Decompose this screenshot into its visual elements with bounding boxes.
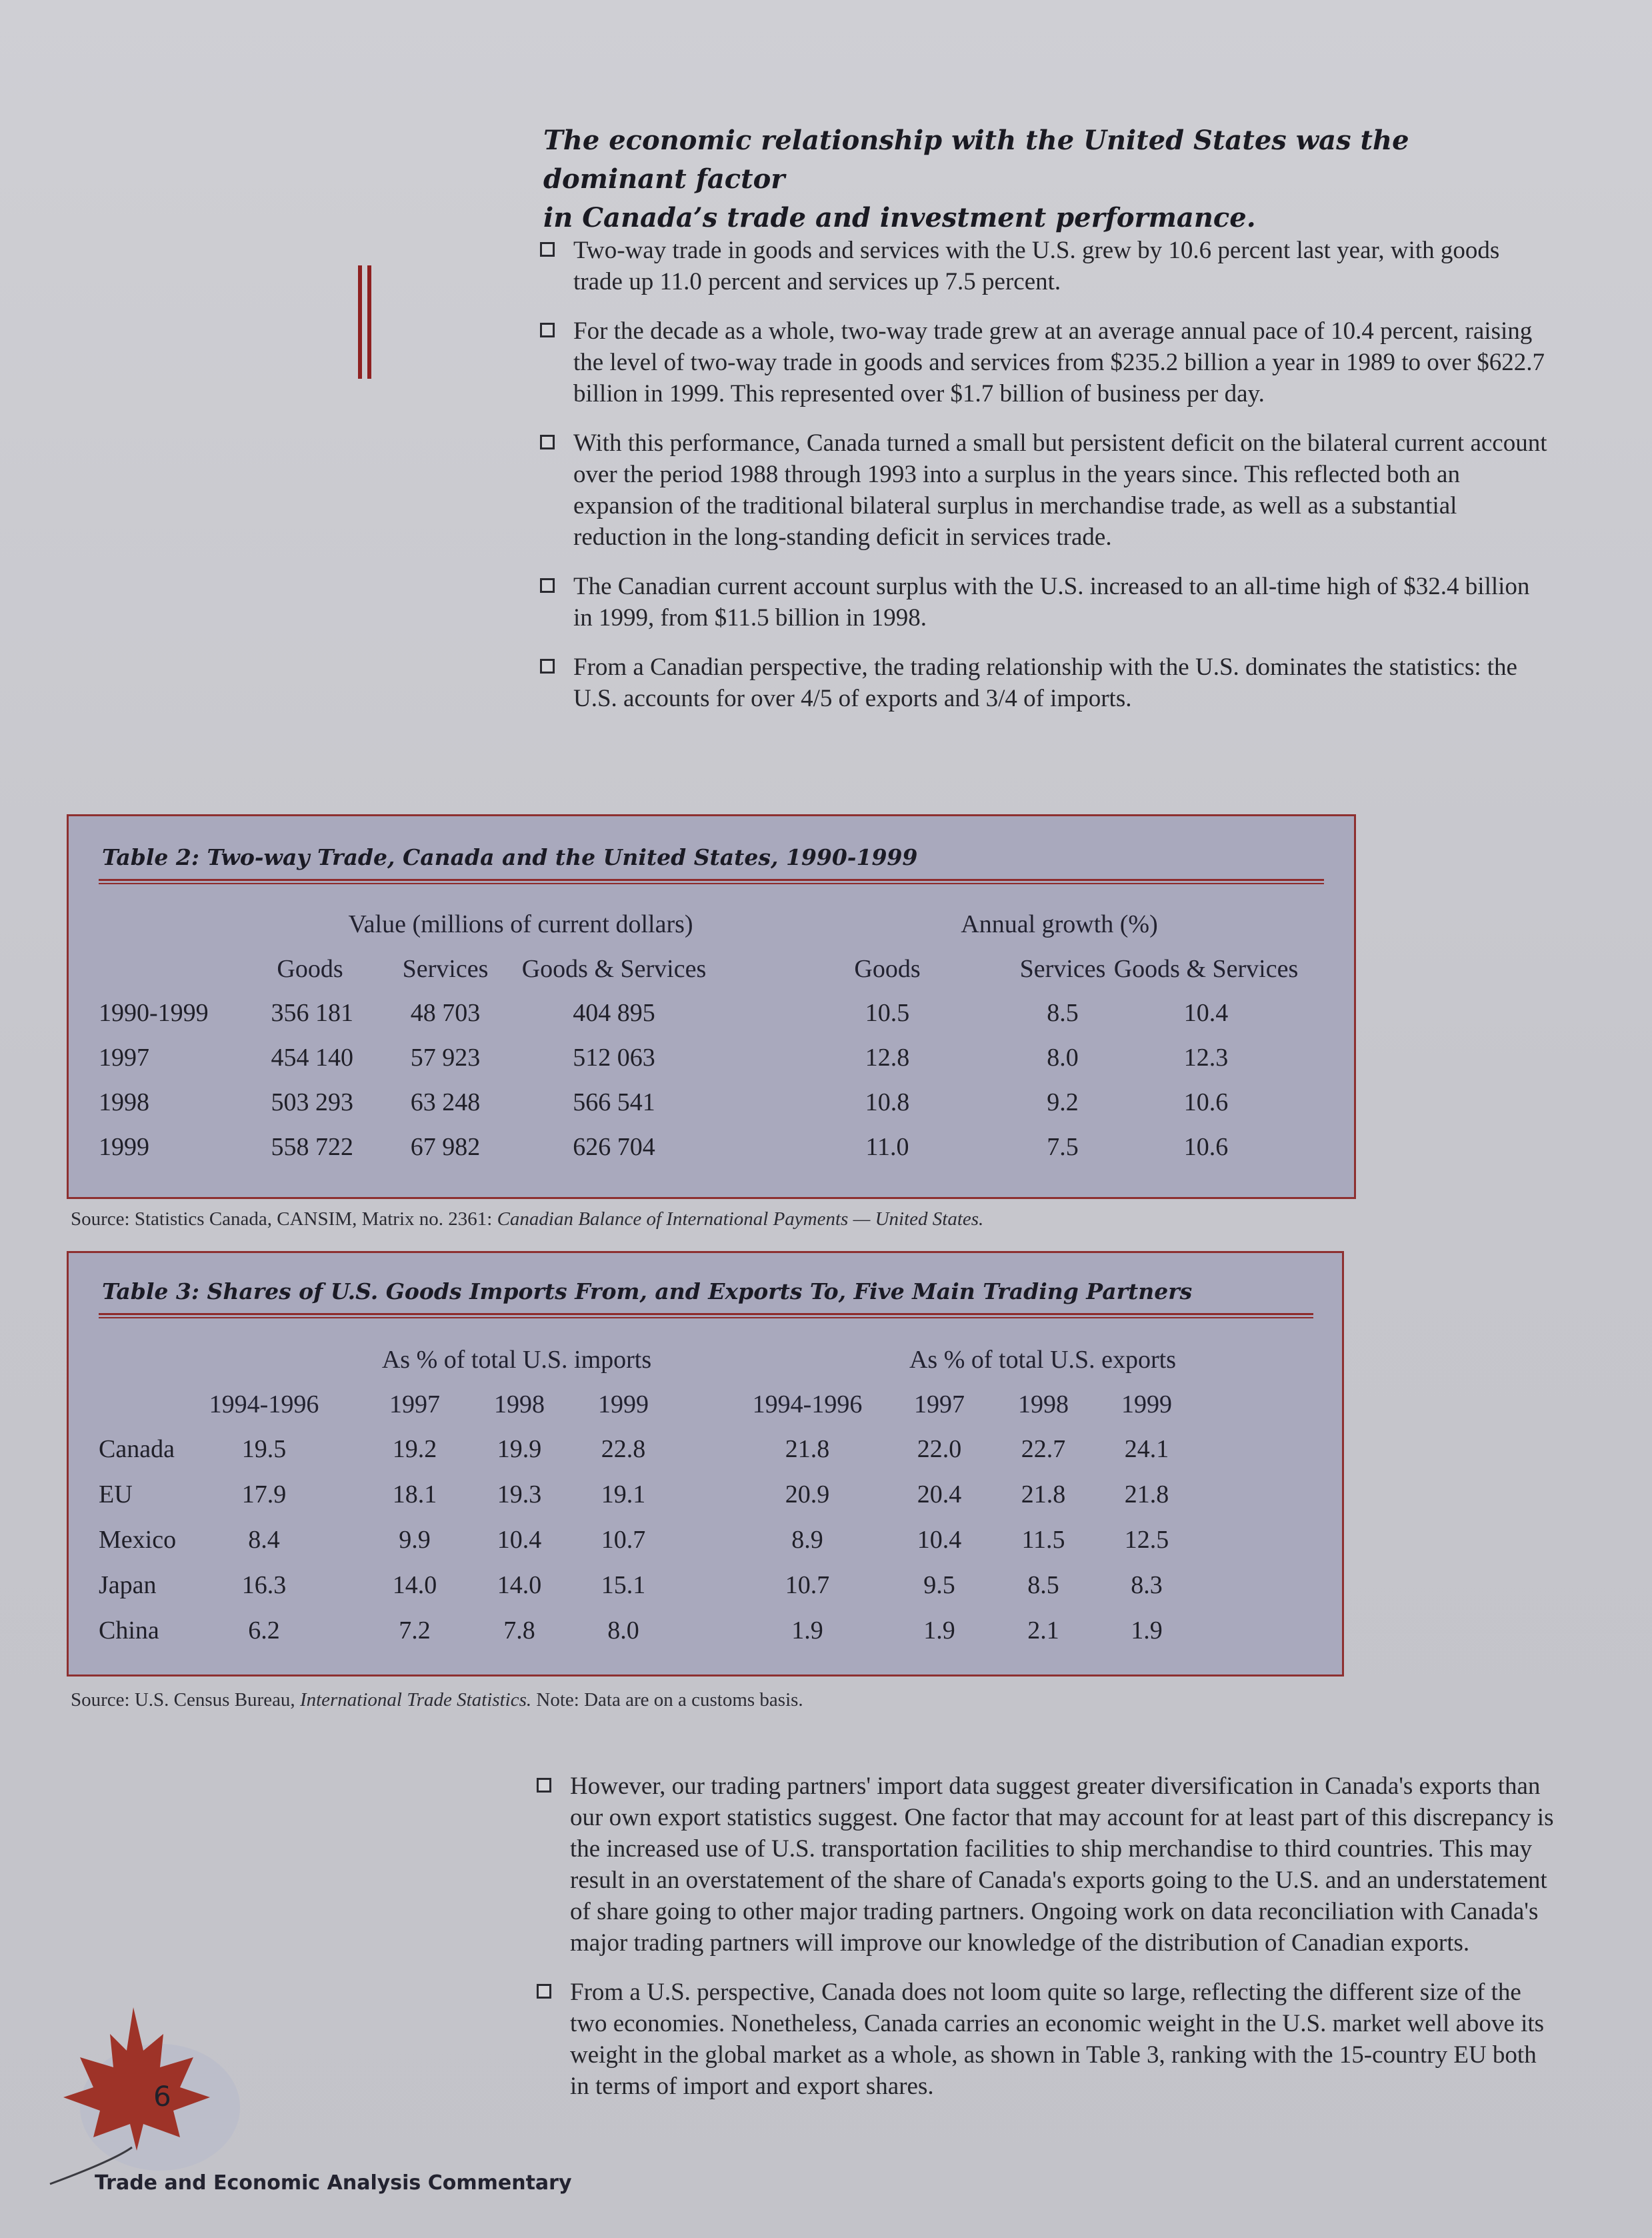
table-3-cell: 22.8 — [601, 1435, 646, 1463]
table-2-cell: 626 704 — [573, 1133, 655, 1161]
table-3-cell: 14.0 — [497, 1571, 542, 1599]
table-2-title-rule — [99, 879, 1324, 884]
table-3-cell: 10.7 — [785, 1571, 830, 1599]
table-3-cell: 19.3 — [497, 1480, 542, 1508]
table-3-cell: 9.9 — [399, 1526, 431, 1554]
table-2-cell: 10.6 — [1183, 1133, 1229, 1161]
table-3-cell: 1.9 — [923, 1616, 955, 1644]
table-2-row-label: 1998 — [99, 1088, 149, 1116]
table-3-row-label: Canada — [99, 1435, 175, 1463]
table-3-col-header: 1998 — [494, 1390, 545, 1418]
table-2-col-header: Goods — [854, 955, 921, 983]
table-3-cell: 21.8 — [785, 1435, 830, 1463]
table-3-cell: 19.1 — [601, 1480, 646, 1508]
table-3-cell: 2.1 — [1027, 1616, 1059, 1644]
table-2-cell: 10.5 — [865, 999, 910, 1027]
table-2-group-value: Value (millions of current dollars) — [348, 910, 693, 938]
table-3-cell: 1.9 — [791, 1616, 823, 1644]
table-2-cell: 12.8 — [865, 1044, 910, 1072]
table-2-cell: 558 722 — [271, 1133, 353, 1161]
table-2-col-header: Goods & Services — [1113, 955, 1299, 983]
table-2-source — [71, 1208, 983, 1230]
top-bullet-list — [540, 235, 1553, 732]
table-3-row-label: China — [99, 1616, 159, 1644]
table-3-cell: 7.2 — [399, 1616, 431, 1644]
table-2-col-header: Goods & Services — [521, 955, 707, 983]
table-2-cell: 10.8 — [865, 1088, 910, 1116]
table-2-cell: 404 895 — [573, 999, 655, 1027]
maple-leaf-icon — [27, 1994, 240, 2187]
table-2-cell: 12.3 — [1183, 1044, 1229, 1072]
table-3-cell: 10.7 — [601, 1526, 646, 1554]
bullet-text: For the decade as a whole, two-way trade grew at an average annual pace of 10.4 percent, raising the level of two-way trade in goods and services from $235.2 billion a year in 1989 to over $622.7 billion in 1999. This represented over $1.7 billion of business per day. — [573, 317, 1545, 407]
bullet-item — [540, 427, 1553, 553]
publication-name: Trade and Economic Analysis Commentary — [95, 2171, 572, 2195]
table-3-source — [71, 1689, 803, 1711]
bullet-item — [540, 652, 1553, 714]
table-3-cell: 19.9 — [497, 1435, 542, 1463]
table-3-cell: 9.5 — [923, 1571, 955, 1599]
checkbox-bullet-icon — [540, 435, 555, 449]
table-3-source-title: International Trade Statistics. — [299, 1689, 532, 1711]
table-2-col-header: Goods — [277, 955, 343, 983]
table-3-cell: 21.8 — [1021, 1480, 1066, 1508]
checkbox-bullet-icon — [537, 1984, 551, 1999]
page-number: 6 — [153, 2080, 171, 2113]
bullet-item — [540, 315, 1553, 409]
checkbox-bullet-icon — [540, 242, 555, 257]
bullet-text: From a U.S. perspective, Canada does not loom quite so large, reflecting the different size of the two economies. Nonetheless, Canada carries an economic weight in the U.S. market well above its weight in the global market as a whole, as shown in Table 3, ranking with the 15-country EU both in terms of import and export shares. — [570, 1979, 1545, 2100]
table-3-cell: 18.1 — [392, 1480, 437, 1508]
table-3-cell: 8.9 — [791, 1526, 823, 1554]
table-3-cell: 24.1 — [1124, 1435, 1169, 1463]
table-3-cell: 15.1 — [601, 1571, 646, 1599]
table-3-group-imports: As % of total U.S. imports — [381, 1346, 652, 1374]
checkbox-bullet-icon — [540, 578, 555, 593]
table-3-cell: 20.4 — [917, 1480, 962, 1508]
table-3-col-header: 1998 — [1018, 1390, 1069, 1418]
table-3-cell: 22.7 — [1021, 1435, 1066, 1463]
table-3-col-header: 1994-1996 — [209, 1390, 319, 1418]
bullet-text: Two-way trade in goods and services with the U.S. grew by 10.6 percent last year, with goods trade up 11.0 percent and services up 7.5 percent. — [573, 237, 1500, 295]
table-3-col-header: 1997 — [389, 1390, 440, 1418]
table-2-title: Table 2: Two-way Trade, Canada and the United States, 1990-1999 — [102, 844, 918, 870]
table-2-group-growth: Annual growth (%) — [961, 910, 1158, 938]
checkbox-bullet-icon — [537, 1778, 551, 1793]
table-3-cell: 22.0 — [917, 1435, 962, 1463]
table-2-cell: 7.5 — [1047, 1133, 1079, 1161]
table-3-cell: 16.3 — [241, 1571, 287, 1599]
table-2-row-label: 1990-1999 — [99, 999, 209, 1027]
table-3-title: Table 3: Shares of U.S. Goods Imports From, and Exports To, Five Main Trading Partners — [102, 1278, 1193, 1304]
table-3-row-label: Japan — [99, 1571, 157, 1599]
table-3-cell: 8.4 — [248, 1526, 280, 1554]
table-3-row-label: Mexico — [99, 1526, 177, 1554]
bullet-item — [540, 571, 1553, 634]
headline-line-2: in Canada’s trade and investment performance. — [543, 202, 1256, 233]
table-3-source-text: Source: U.S. Census Bureau, — [71, 1689, 300, 1711]
table-2-source-title: Canadian Balance of International Payments — United States. — [497, 1208, 984, 1230]
table-2-cell: 356 181 — [271, 999, 353, 1027]
table-3-cell: 6.2 — [248, 1616, 280, 1644]
checkbox-bullet-icon — [540, 323, 555, 337]
table-3-cell: 17.9 — [241, 1480, 287, 1508]
bullet-item — [537, 1771, 1557, 1959]
table-2-cell: 8.0 — [1047, 1044, 1079, 1072]
table-2-cell: 503 293 — [271, 1088, 353, 1116]
checkbox-bullet-icon — [540, 659, 555, 674]
table-2-cell: 454 140 — [271, 1044, 353, 1072]
table-3-cell: 10.4 — [497, 1526, 542, 1554]
table-2-cell: 8.5 — [1047, 999, 1079, 1027]
bullet-text: The Canadian current account surplus with the U.S. increased to an all-time high of $32.4 billion in 1999, from $11.5 billion in 1998. — [573, 573, 1530, 632]
table-3 — [67, 1251, 1344, 1676]
table-3-cell: 11.5 — [1021, 1526, 1065, 1554]
table-2-col-header: Services — [402, 955, 489, 983]
bullet-text: With this performance, Canada turned a small but persistent deficit on the bilateral current account over the period 1988 through 1993 into a surplus in the years since. This reflected both an expansion of the traditional bilateral surplus in merchandise trade, as well as a substantial reduction in the long-standing deficit in services trade. — [573, 429, 1547, 551]
table-2-row-label: 1997 — [99, 1044, 149, 1072]
table-2-cell: 10.4 — [1183, 999, 1229, 1027]
bullet-item — [537, 1977, 1557, 2102]
table-2-cell: 48 703 — [410, 999, 481, 1027]
table-3-cell: 14.0 — [392, 1571, 437, 1599]
table-3-title-rule — [99, 1313, 1313, 1318]
table-3-cell: 7.8 — [503, 1616, 535, 1644]
table-2 — [67, 814, 1356, 1199]
table-3-cell: 19.5 — [241, 1435, 287, 1463]
headline-line-1: The economic relationship with the United States was the dominant factor — [543, 125, 1409, 195]
table-2-cell: 9.2 — [1047, 1088, 1079, 1116]
headline — [543, 121, 1543, 237]
table-3-cell: 8.0 — [607, 1616, 639, 1644]
table-2-cell: 63 248 — [410, 1088, 481, 1116]
table-3-cell: 8.5 — [1027, 1571, 1059, 1599]
bullet-text: However, our trading partners' import data suggest greater diversification in Canada's exports than our own export statistics suggest. One factor that may account for at least part of this discrepancy is the increased use of U.S. transportation facilities to ship merchandise to third countries. This may result in an overstatement of the share of Canada's exports going to the U.S. and an understatement of share going to other major trading partners. Ongoing work on data reconciliation with Canada's major trading partners will improve our knowledge of the distribution of Canadian exports. — [570, 1773, 1554, 1957]
table-3-col-header: 1999 — [1121, 1390, 1172, 1418]
table-3-cell: 19.2 — [392, 1435, 437, 1463]
table-3-col-header: 1999 — [598, 1390, 649, 1418]
table-3-col-header: 1994-1996 — [752, 1390, 863, 1418]
table-2-cell: 67 982 — [410, 1133, 481, 1161]
table-3-source-note: Note: Data are on a customs basis. — [531, 1689, 803, 1711]
bottom-bullet-list — [537, 1771, 1557, 2120]
table-2-cell: 10.6 — [1183, 1088, 1229, 1116]
table-2-cell: 57 923 — [410, 1044, 481, 1072]
table-3-row-label: EU — [99, 1480, 133, 1508]
table-3-cell: 10.4 — [917, 1526, 962, 1554]
table-3-cell: 1.9 — [1131, 1616, 1163, 1644]
table-3-cell: 21.8 — [1124, 1480, 1169, 1508]
table-3-col-header: 1997 — [914, 1390, 965, 1418]
red-accent-bars — [358, 265, 373, 379]
bullet-text: From a Canadian perspective, the trading relationship with the U.S. dominates the statistics: the U.S. accounts for over 4/5 of exports and 3/4 of imports. — [573, 654, 1517, 712]
table-2-col-header: Services — [1019, 955, 1106, 983]
table-3-cell: 20.9 — [785, 1480, 830, 1508]
table-2-cell: 512 063 — [573, 1044, 655, 1072]
table-2-cell: 566 541 — [573, 1088, 655, 1116]
table-3-group-exports: As % of total U.S. exports — [909, 1346, 1177, 1374]
bullet-item — [540, 235, 1553, 297]
table-2-source-text: Source: Statistics Canada, CANSIM, Matrix no. 2361: — [71, 1208, 497, 1230]
table-3-cell: 12.5 — [1124, 1526, 1169, 1554]
table-2-row-label: 1999 — [99, 1133, 149, 1161]
table-2-cell: 11.0 — [865, 1133, 909, 1161]
table-3-cell: 8.3 — [1131, 1571, 1163, 1599]
